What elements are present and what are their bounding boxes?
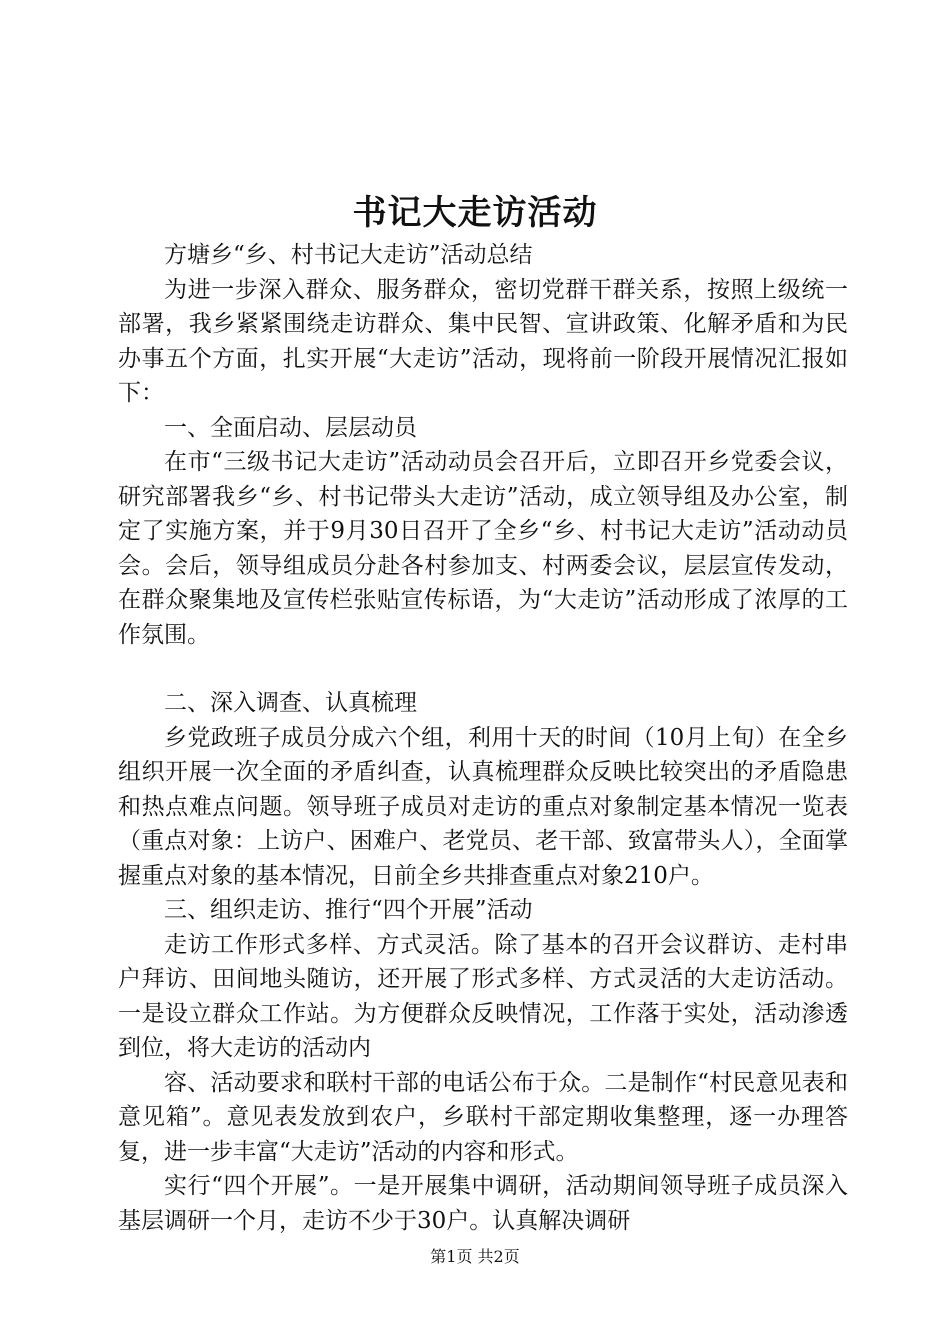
paragraph-gap: [118, 652, 848, 686]
paragraph-section-2: 乡党政班子成员分成六个组，利用十天的时间（10月上旬）在全乡组织开展一次全面的矛盾纠查，认真梳理群众反映比较突出的矛盾隐患和热点难点问题。领导班子成员对走访的重点对象制定基本情况一览表（重点对象：上访户、困难户、老党员、老干部、致富带头人），全面掌握重点对象的基本情况，日前全乡共排查重点对象210户。: [118, 724, 848, 889]
section-heading-1: 一、全面启动、层层动员: [164, 414, 417, 441]
paragraph-section-3c: 实行“四个开展”。一是开展集中调研，活动期间领导班子成员深入基层调研一个月，走访不少于30户。认真解决调研: [118, 1173, 848, 1234]
paragraph-section-3a: 走访工作形式多样、方式灵活。除了基本的召开会议群访、走村串户拜访、田间地头随访，还开展了形式多样、方式灵活的大走访活动。一是设立群众工作站。为方便群众反映情况，工作落于实处，活动渗透到位，将大走访的活动内: [118, 931, 848, 1061]
page-footer: 第1页 共2页: [430, 1247, 520, 1266]
section-heading-3: 三、组织走访、推行“四个开展”活动: [164, 897, 533, 923]
paragraph-intro: 为进一步深入群众、服务群众，密切党群干群关系，按照上级统一部署，我乡紧紧围绕走访群众、集中民智、宣讲政策、化解矛盾和为民办事五个方面，扎实开展“大走访”活动，现将前一阶段开展情况汇报如下：: [118, 276, 848, 406]
paragraph-section-1: 在市“三级书记大走访”活动动员会召开后，立即召开乡党委会议，研究部署我乡“乡、村书记带头大走访”活动，成立领导组及办公室，制定了实施方案，并于9月30日召开了全乡“乡、村书记大走访”活动动员会。会后，领导组成员分赴各村参加支、村两委会议，层层宣传发动，在群众聚集地及宣传栏张贴宣传标语，为“大走访”活动形成了浓厚的工作氛围。: [118, 449, 848, 648]
paragraph-subtitle: 方塘乡“乡、村书记大走访”活动总结: [164, 242, 533, 268]
document-body: [118, 238, 848, 1238]
document-title: 书记大走访活动: [352, 193, 598, 233]
paragraph-section-3b: 容、活动要求和联村干部的电话公布于众。二是制作“村民意见表和意见箱”。意见表发放到农户，乡联村干部定期收集整理，逐一办理答复，进一步丰富“大走访”活动的内容和形式。: [118, 1069, 848, 1165]
section-heading-2: 二、深入调查、认真梳理: [164, 690, 417, 716]
